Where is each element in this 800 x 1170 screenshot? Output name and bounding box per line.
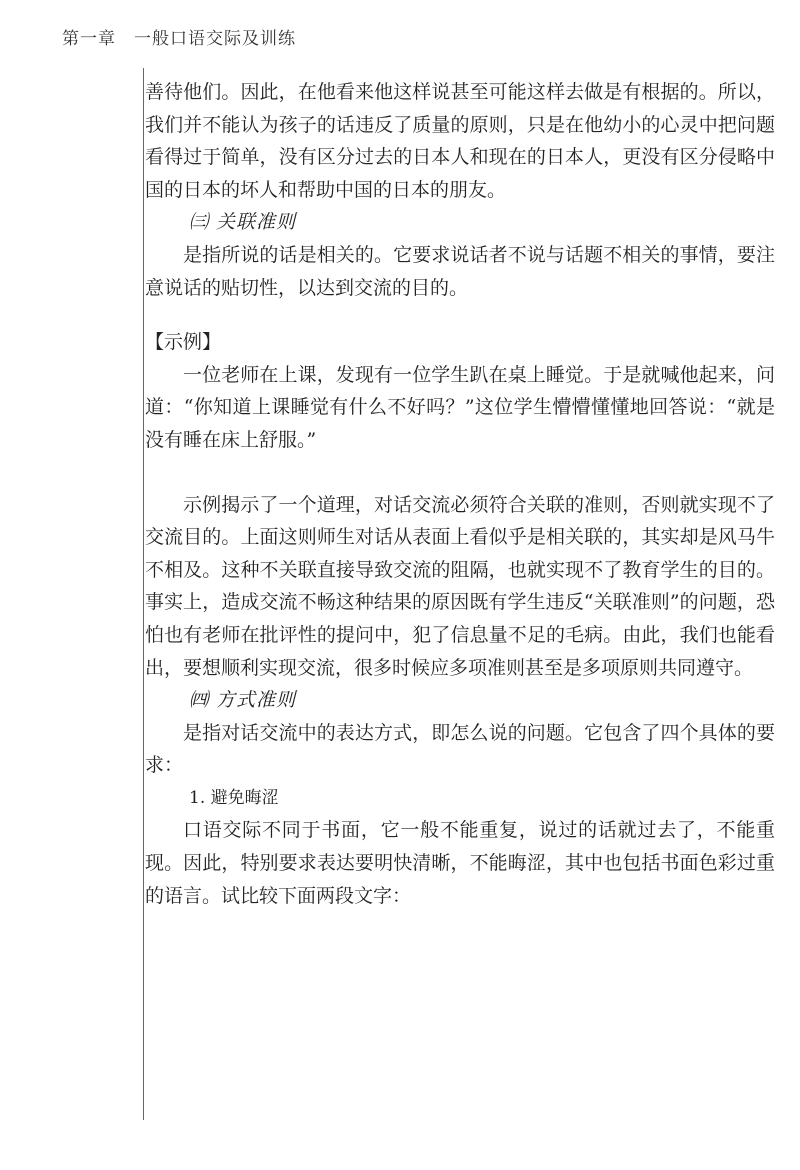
paragraph-continued: 善待他们。因此，在他看来他这样说甚至可能这样去做是有根据的。所以，我们并不能认为孩子的话违反了质量的原则，只是在他幼小的心灵中把问题看得过于简单，没有区分过去的日本人和现在的日本人，更没有区分侵略中国的日本的坏人和帮助中国的日本的朋友。 [145, 81, 775, 201]
paragraph-spacer [145, 457, 775, 489]
paragraph-example: 一位老师在上课，发现有一位学生趴在桌上睡觉。于是就喊他起来，问道：“你知道上课睡觉有什么不好吗？”这位学生懵懵懂懂地回答说：“就是没有睡在床上舒服。” [145, 363, 775, 451]
section-heading-relevance: ㈢ 关联准则 [189, 211, 297, 234]
page-body [145, 76, 775, 912]
running-header: 第一章 一般口语交际及训练 [62, 29, 296, 49]
paragraph-manner: 是指对话交流中的表达方式，即怎么说的问题。它包含了四个具体的要求： [145, 721, 775, 777]
section-heading-manner: ㈣ 方式准则 [189, 689, 297, 712]
paragraph-item-1: 口语交际不同于书面，它一般不能重复，说过的话就过去了，不能重现。因此，特别要求表达要明快清晰，不能晦涩，其中也包括书面色彩过重的语言。试比较下面两段文字： [145, 819, 775, 907]
list-item-avoid-obscurity: 1. 避免晦涩 [189, 787, 279, 808]
paragraph-analysis: 示例揭示了一个道理，对话交流必须符合关联的准则，否则就实现不了交流目的。上面这则师生对话从表面上看似乎是相关联的，其实却是风马牛不相及。这种不关联直接导致交流的阻隔，也就实现不了教育学生的目的。事实上，造成交流不畅这种结果的原因既有学生违反“关联准则”的问题，恐怕也有老师在批评性的提问中，犯了信息量不足的毛病。由此，我们也能看出，要想顺利实现交流，很多时候应多项准则甚至是多项原则共同遵守。 [145, 493, 775, 679]
paragraph-relevance: 是指所说的话是相关的。它要求说话者不说与话题不相关的事情，要注意说话的贴切性，以达到交流的目的。 [145, 243, 775, 299]
example-label: 【示例】 [145, 331, 222, 354]
margin-rule [143, 68, 144, 1120]
